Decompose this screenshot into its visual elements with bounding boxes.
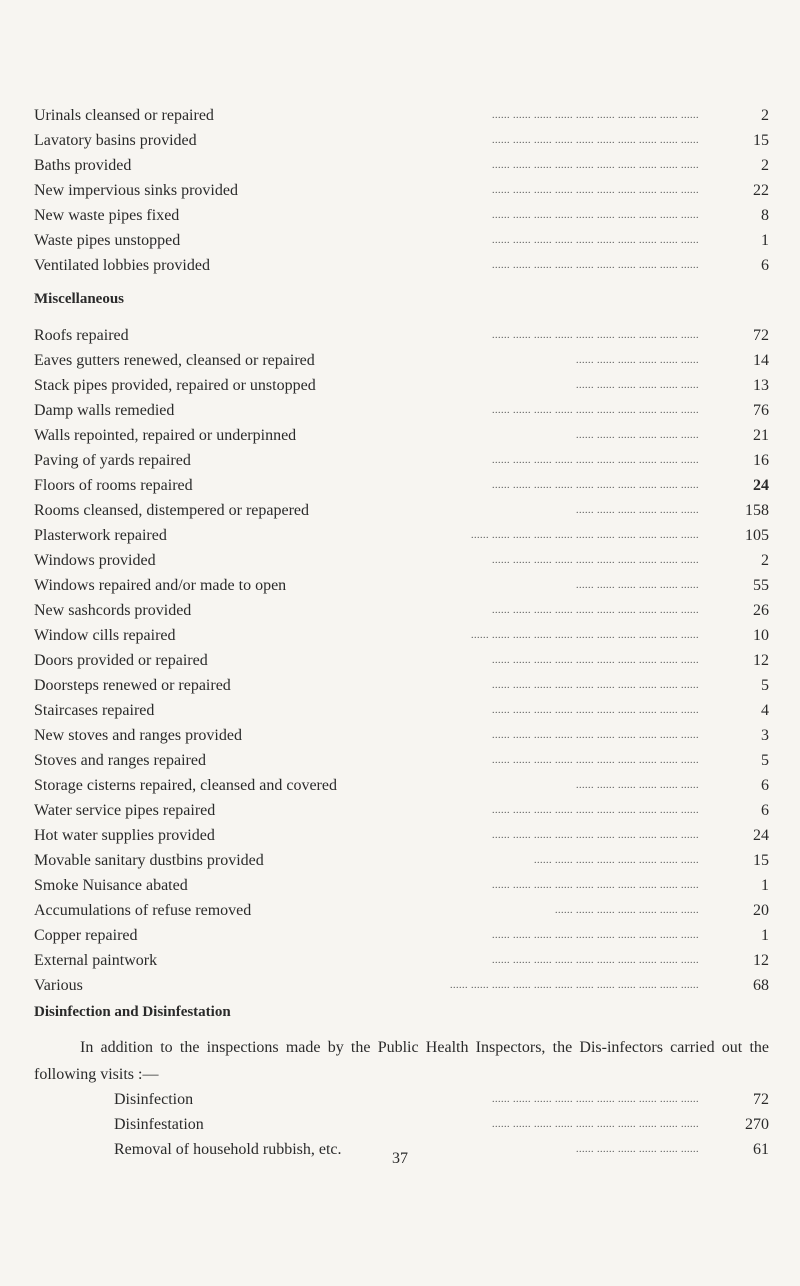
item-label: Damp walls remedied <box>34 402 175 419</box>
item-value: 2 <box>761 157 769 174</box>
item-label: New sashcords provided <box>34 602 192 619</box>
item-value: 6 <box>761 802 769 819</box>
sanitary-list <box>34 103 769 278</box>
item-label: Stoves and ranges repaired <box>34 752 206 769</box>
item-value: 1 <box>761 877 769 894</box>
item-label: Doors provided or repaired <box>34 652 208 669</box>
list-item: Rooms cleansed, distempered or repapered ...... ...... ...... ...... ...... ...... 158 <box>34 498 769 523</box>
item-value: 68 <box>753 977 769 994</box>
list-item: Roofs repaired ...... ...... ...... ...... ...... ...... ...... ...... ...... ...... 72 <box>34 323 769 348</box>
list-item: New impervious sinks provided ...... ...... ...... ...... ...... ...... ...... ...... ...... ...... 22 <box>34 178 769 203</box>
list-item: Doors provided or repaired ...... ...... ...... ...... ...... ...... ...... ...... ...... ...... 12 <box>34 648 769 673</box>
item-label: Water service pipes repaired <box>34 802 216 819</box>
list-item: Movable sanitary dustbins provided ...... ...... ...... ...... ...... ...... ...... ...... 15 <box>34 848 769 873</box>
item-label: Removal of household rubbish, etc. <box>114 1141 342 1158</box>
item-label: Floors of rooms repaired <box>34 477 193 494</box>
item-value: 22 <box>753 182 769 199</box>
item-label: Doorsteps renewed or repaired <box>34 677 231 694</box>
item-value: 15 <box>753 852 769 869</box>
list-item: External paintwork ...... ...... ...... ...... ...... ...... ...... ...... ...... ...... 12 <box>34 948 769 973</box>
item-value: 15 <box>753 132 769 149</box>
item-label: Roofs repaired <box>34 327 129 344</box>
list-item: Accumulations of refuse removed ...... ...... ...... ...... ...... ...... ...... 20 <box>34 898 769 923</box>
list-item: Windows provided ...... ...... ...... ...... ...... ...... ...... ...... ...... ...... 2 <box>34 548 769 573</box>
item-label: Disinfestation <box>114 1116 204 1133</box>
item-label: Eaves gutters renewed, cleansed or repaired <box>34 352 315 369</box>
item-label: Lavatory basins provided <box>34 132 197 149</box>
list-item: Paving of yards repaired ...... ...... ...... ...... ...... ...... ...... ...... ...... ...... 16 <box>34 448 769 473</box>
list-item: New stoves and ranges provided ...... ...... ...... ...... ...... ...... ...... ...... ...... ...... 3 <box>34 723 769 748</box>
item-value: 2 <box>761 107 769 124</box>
list-item: Doorsteps renewed or repaired ...... ...... ...... ...... ...... ...... ...... ...... ...... ...... 5 <box>34 673 769 698</box>
item-value: 55 <box>753 577 769 594</box>
item-value: 12 <box>753 652 769 669</box>
item-label: New stoves and ranges provided <box>34 727 242 744</box>
item-label: Copper repaired <box>34 927 138 944</box>
item-value: 24 <box>753 477 769 494</box>
paragraph: In addition to the inspections made by the Public Health Inspectors, the Dis-infectors carried out the following visits :— <box>34 1039 769 1083</box>
page-number: 37 <box>392 1150 408 1167</box>
item-value: 13 <box>753 377 769 394</box>
item-value: 24 <box>753 827 769 844</box>
section-heading: Miscellaneous <box>34 291 124 307</box>
item-value: 4 <box>761 702 769 719</box>
item-value: 26 <box>753 602 769 619</box>
list-item: Storage cisterns repaired, cleansed and covered ...... ...... ...... ...... ...... ...... 6 <box>34 773 769 798</box>
list-item: Stack pipes provided, repaired or unstopped ...... ...... ...... ...... ...... ...... 13 <box>34 373 769 398</box>
list-item: Disinfestation ...... ...... ...... ...... ...... ...... ...... ...... ...... ...... 270 <box>34 1112 769 1137</box>
item-label: Urinals cleansed or repaired <box>34 107 214 124</box>
list-item: Waste pipes unstopped ...... ...... ...... ...... ...... ...... ...... ...... ...... ...... 1 <box>34 228 769 253</box>
list-item: Window cills repaired ...... ...... ...... ...... ...... ...... ...... ...... ...... ...... ...... 10 <box>34 623 769 648</box>
item-label: Various <box>34 977 83 994</box>
item-value: 5 <box>761 752 769 769</box>
list-item: Hot water supplies provided ...... ...... ...... ...... ...... ...... ...... ...... ...... ...... 24 <box>34 823 769 848</box>
item-label: Paving of yards repaired <box>34 452 191 469</box>
item-value: 270 <box>745 1116 769 1133</box>
item-label: Stack pipes provided, repaired or unstopped <box>34 377 316 394</box>
item-value: 72 <box>753 327 769 344</box>
item-value: 158 <box>745 502 769 519</box>
item-value: 105 <box>745 527 769 544</box>
item-value: 8 <box>761 207 769 224</box>
item-label: Walls repointed, repaired or underpinned <box>34 427 297 444</box>
list-item: Floors of rooms repaired ...... ...... ...... ...... ...... ...... ...... ...... ...... ...... 24 <box>34 473 769 498</box>
list-item: New sashcords provided ...... ...... ...... ...... ...... ...... ...... ...... ...... ...... 26 <box>34 598 769 623</box>
item-label: Hot water supplies provided <box>34 827 215 844</box>
item-value: 12 <box>753 952 769 969</box>
item-value: 1 <box>761 232 769 249</box>
list-item: Eaves gutters renewed, cleansed or repaired ...... ...... ...... ...... ...... ...... 14 <box>34 348 769 373</box>
item-label: Baths provided <box>34 157 132 174</box>
item-label: Waste pipes unstopped <box>34 232 181 249</box>
item-value: 6 <box>761 257 769 274</box>
section-heading: Disinfection and Disinfestation <box>34 1004 231 1020</box>
item-value: 76 <box>753 402 769 419</box>
item-value: 16 <box>753 452 769 469</box>
item-value: 72 <box>753 1091 769 1108</box>
list-item: Copper repaired ...... ...... ...... ...... ...... ...... ...... ...... ...... ...... 1 <box>34 923 769 948</box>
item-label: Disinfection <box>114 1091 194 1108</box>
item-value: 14 <box>753 352 769 369</box>
list-item: Staircases repaired ...... ...... ...... ...... ...... ...... ...... ...... ...... ...... 4 <box>34 698 769 723</box>
item-value: 20 <box>753 902 769 919</box>
item-value: 6 <box>761 777 769 794</box>
list-item: Removal of household rubbish, etc. ...... ...... ...... ...... ...... ...... 61 <box>34 1137 769 1162</box>
list-item: Smoke Nuisance abated ...... ...... ...... ...... ...... ...... ...... ...... ...... ...... 1 <box>34 873 769 898</box>
list-item: Lavatory basins provided ...... ...... ...... ...... ...... ...... ...... ...... ...... ...... 15 <box>34 128 769 153</box>
item-label: Accumulations of refuse removed <box>34 902 252 919</box>
list-item: Stoves and ranges repaired ...... ...... ...... ...... ...... ...... ...... ...... ...... ...... 5 <box>34 748 769 773</box>
item-label: Plasterwork repaired <box>34 527 167 544</box>
item-label: Ventilated lobbies provided <box>34 257 210 274</box>
item-label: Windows provided <box>34 552 156 569</box>
list-item: Water service pipes repaired ...... ...... ...... ...... ...... ...... ...... ...... ...... ...... 6 <box>34 798 769 823</box>
list-item: Walls repointed, repaired or underpinned ...... ...... ...... ...... ...... ...... 21 <box>34 423 769 448</box>
item-label: Windows repaired and/or made to open <box>34 577 287 594</box>
item-label: Window cills repaired <box>34 627 176 644</box>
list-item: New waste pipes fixed ...... ...... ...... ...... ...... ...... ...... ...... ...... ...... 8 <box>34 203 769 228</box>
item-label: New impervious sinks provided <box>34 182 238 199</box>
item-value: 21 <box>753 427 769 444</box>
list-item: Ventilated lobbies provided ...... ...... ...... ...... ...... ...... ...... ...... ...... ...... 6 <box>34 253 769 278</box>
list-item: Windows repaired and/or made to open ...... ...... ...... ...... ...... ...... 55 <box>34 573 769 598</box>
item-label: External paintwork <box>34 952 158 969</box>
item-value: 2 <box>761 552 769 569</box>
item-label: Staircases repaired <box>34 702 155 719</box>
item-value: 61 <box>753 1141 769 1158</box>
list-item: Damp walls remedied ...... ...... ...... ...... ...... ...... ...... ...... ...... ...... 76 <box>34 398 769 423</box>
list-item: Baths provided ...... ...... ...... ...... ...... ...... ...... ...... ...... ...... 2 <box>34 153 769 178</box>
list-item: Disinfection ...... ...... ...... ...... ...... ...... ...... ...... ...... ...... 72 <box>34 1087 769 1112</box>
item-label: Smoke Nuisance abated <box>34 877 188 894</box>
item-value: 10 <box>753 627 769 644</box>
list-item: Various ...... ...... ...... ...... ...... ...... ...... ...... ...... ...... ...... ...... 68 <box>34 973 769 998</box>
item-label: New waste pipes fixed <box>34 207 180 224</box>
miscellaneous-list <box>34 323 769 998</box>
item-value: 1 <box>761 927 769 944</box>
item-label: Rooms cleansed, distempered or repapered <box>34 502 310 519</box>
item-label: Storage cisterns repaired, cleansed and covered <box>34 777 337 794</box>
item-value: 3 <box>761 727 769 744</box>
list-item: Urinals cleansed or repaired ...... ...... ...... ...... ...... ...... ...... ...... ...... ...... 2 <box>34 103 769 128</box>
list-item: Plasterwork repaired ...... ...... ...... ...... ...... ...... ...... ...... ...... ...... ...... 105 <box>34 523 769 548</box>
item-value: 5 <box>761 677 769 694</box>
item-label: Movable sanitary dustbins provided <box>34 852 264 869</box>
